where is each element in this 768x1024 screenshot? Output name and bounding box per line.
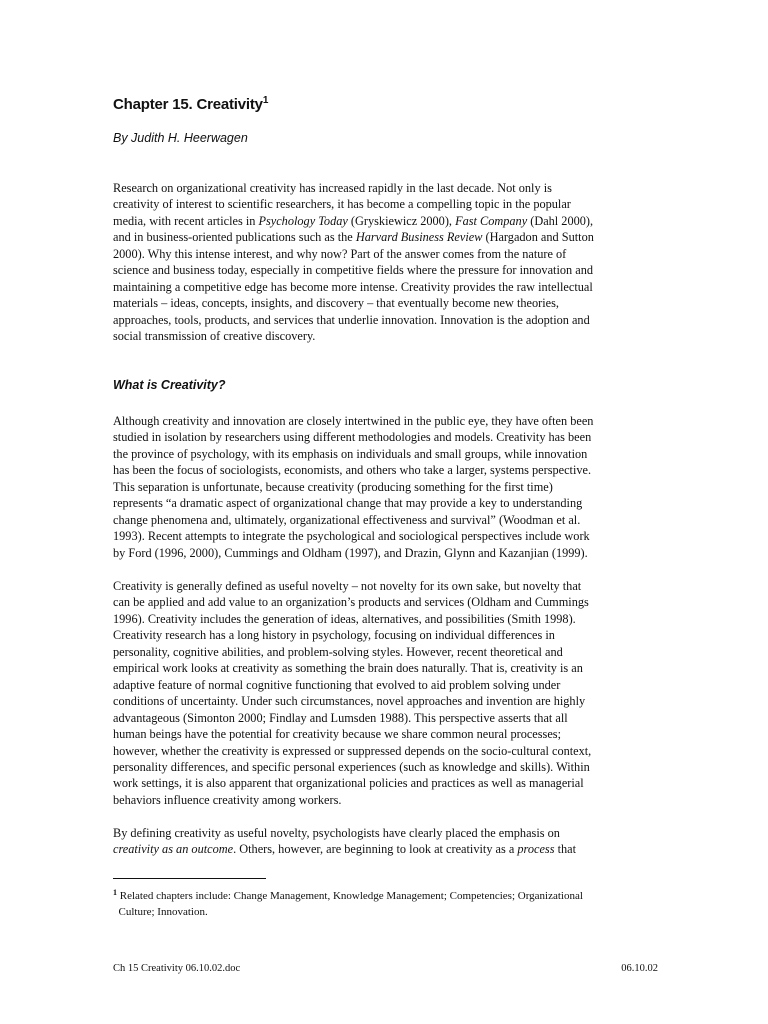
- text-fragment: media, with recent articles in: [113, 213, 259, 228]
- text-fragment: (Hargadon and Sutton: [482, 230, 594, 245]
- footer-filename: Ch 15 Creativity 06.10.02.doc: [113, 963, 241, 974]
- author-byline: By Judith H. Heerwagen: [113, 131, 248, 145]
- text-line: personality, cognitive abilities, and problem-solving styles. However, recent theoretical and: [113, 644, 563, 659]
- paragraph-3: [113, 578, 591, 808]
- text-line: conditions of uncertainty. Under such circumstances, novel approaches and invention are highly: [113, 694, 586, 709]
- publication-title: Psychology Today: [258, 213, 348, 228]
- text-fragment: (Dahl 2000),: [527, 213, 594, 228]
- text-fragment: (Gryskiewicz 2000),: [347, 213, 456, 228]
- text-fragment: . Others, however, are beginning to look at creativity as a: [233, 842, 518, 857]
- intro-paragraph: [113, 180, 594, 345]
- footnote-marker: 1: [113, 888, 117, 897]
- publication-title: Fast Company: [455, 213, 528, 228]
- text-line: By defining creativity as useful novelty, psychologists have clearly placed the emphasis on: [113, 826, 560, 840]
- footnote-line: [113, 885, 583, 905]
- text-line: materials – ideas, concepts, insights, and discovery – that eventually become new theories,: [113, 296, 559, 311]
- paragraph-4: [113, 825, 576, 858]
- section-heading: What is Creativity?: [113, 378, 226, 392]
- paragraph-2: [113, 413, 593, 561]
- text-line: Creativity research has a long history in psychology, focusing on individual differences in: [113, 628, 555, 643]
- text-line: social transmission of creative discovery.: [113, 329, 316, 344]
- text-line: the province of psychology, with its emphasis on individuals and small groups, while innovation: [113, 446, 588, 461]
- text-line: approaches, tools, products, and services that underlie innovation. Innovation is the adoption and: [113, 312, 590, 327]
- text-line: 1996). Creativity includes the generation of ideas, alternatives, and possibilities (Smith 1998).: [113, 611, 576, 626]
- footnote-divider: [113, 878, 266, 879]
- text-line: however, whether the creativity is expressed or suppressed depends on the socio-cultural context,: [113, 743, 592, 758]
- text-line: has been the focus of sociologists, economists, and others who take a larger, systems perspective.: [113, 463, 592, 478]
- text-line: [113, 213, 594, 229]
- chapter-title-text: Chapter 15. Creativity: [113, 96, 263, 113]
- text-line: adaptive feature of normal cognitive functioning that evolved to aid problem solving under: [113, 677, 561, 692]
- text-line: Creativity is generally defined as useful novelty – not novelty for its own sake, but novelty that: [113, 579, 582, 593]
- text-line: human beings have the potential for creativity because we share common neural processes;: [113, 727, 561, 742]
- text-line: can be applied and add value to an organization’s products and services (Oldham and Cummings: [113, 595, 589, 610]
- text-line: [113, 229, 594, 245]
- text-line: This separation is unfortunate, because creativity (producing something for the first time): [113, 479, 553, 494]
- text-fragment: that: [554, 842, 577, 857]
- text-line: 1993). Recent attempts to integrate the psychological and sociological perspectives include work: [113, 529, 590, 544]
- text-line: by Ford (1996, 2000), Cummings and Oldham (1997), and Drazin, Glynn and Kazanjian (1999).: [113, 545, 588, 560]
- text-line: personality differences, and specific personal experiences (such as knowledge and skills). Within: [113, 759, 590, 774]
- text-line: studied in isolation by researchers using different methodologies and models. Creativity has been: [113, 430, 592, 445]
- text-line: creativity of interest to scientific researchers, it has become a compelling topic in the popular: [113, 197, 571, 212]
- footnote: [113, 885, 583, 920]
- emphasis-text: creativity as an outcome: [113, 842, 234, 857]
- footer-date: 06.10.02: [621, 963, 658, 974]
- text-line: advantageous (Simonton 2000; Findlay and Lumsden 1988). This perspective asserts that all: [113, 710, 568, 725]
- chapter-footnote-marker: 1: [262, 95, 269, 106]
- text-line: work settings, it is also apparent that organizational policies and practices as well as managerial: [113, 776, 584, 791]
- emphasis-text: process: [517, 842, 555, 857]
- footnote-line: Culture; Innovation.: [113, 905, 208, 918]
- text-line: 2000). Why this intense interest, and why now? Part of the answer comes from the nature of: [113, 246, 567, 261]
- text-line: represents “a dramatic aspect of organizational change that may provide a key to understanding: [113, 496, 583, 511]
- text-line: change phenomena and, ultimately, organizational effectiveness and survival” (Woodman et al.: [113, 512, 581, 527]
- text-line: empirical work looks at creativity as something the brain does naturally. That is, creativity is an: [113, 661, 583, 676]
- text-line: science and business today, especially in competitive fields where the pressure for innovation and: [113, 263, 593, 278]
- footnote-text: Related chapters include: Change Management, Knowledge Management; Competencies; Organizational: [117, 890, 583, 902]
- text-line: Research on organizational creativity has increased rapidly in the last decade. Not only is: [113, 181, 552, 195]
- chapter-title: [113, 95, 268, 113]
- publication-title: Harvard Business Review: [355, 230, 483, 245]
- text-line: [113, 841, 576, 857]
- text-line: behaviors influence creativity among workers.: [113, 792, 342, 807]
- text-fragment: and in business-oriented publications such as the: [113, 230, 356, 245]
- text-line: Although creativity and innovation are closely intertwined in the public eye, they have often been: [113, 414, 594, 428]
- text-line: maintaining a competitive edge has become more intense. Creativity provides the raw intellectual: [113, 279, 593, 294]
